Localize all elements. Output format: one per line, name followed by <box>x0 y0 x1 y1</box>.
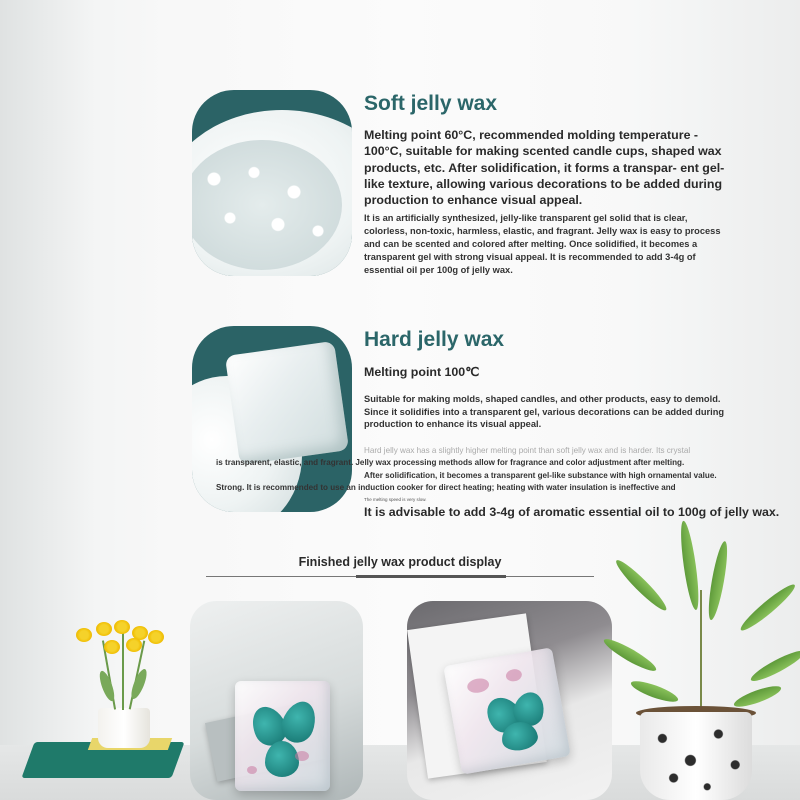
hard-jelly-wax-melting-point: Melting point 100℃ <box>364 365 480 379</box>
pink-speck <box>466 677 490 695</box>
flower-stem <box>122 630 124 710</box>
yellow-flower <box>96 622 112 636</box>
flower-petal <box>277 697 321 747</box>
yellow-flower <box>114 620 130 634</box>
soft-jelly-wax-summary: Melting point 60°C, recommended molding temperature - 100°C, suitable for making scented candle cups, shaped wax products, etc. After solidification, it forms a transpar- ent gel-like texture, allowing various decorations to be added during production to enhance visual appeal. <box>364 128 725 208</box>
hard-jelly-wax-detail-line: Strong. It is recommended to use an induction cooker for direct heating; heating with water insulation is ineffective and <box>216 483 676 492</box>
divider-accent <box>356 575 506 578</box>
hard-jelly-wax-detail-line: After solidification, it becomes a transparent gel-like substance with high ornamental value. <box>364 471 717 480</box>
yellow-flower <box>126 638 142 652</box>
soft-jelly-wax-image <box>192 90 352 276</box>
jelly-wax-cube <box>443 647 570 774</box>
hard-jelly-wax-detail-line: is transparent, elastic, and fragrant. Jelly wax processing methods allow for fragrance and color adjustment after melting. <box>216 458 685 467</box>
hard-jelly-wax-title: Hard jelly wax <box>364 328 505 351</box>
jelly-wax-cube <box>235 681 330 791</box>
product-photo-1 <box>190 601 363 800</box>
yellow-flower <box>148 630 164 644</box>
display-divider <box>206 576 594 577</box>
plant-pot <box>640 712 752 800</box>
wax-block <box>225 341 349 465</box>
flower-petal <box>265 741 299 777</box>
hard-jelly-wax-detail-line: Hard jelly wax has a slightly higher melting point than soft jelly wax and is harder. Its crystal <box>364 446 691 455</box>
essential-oil-recommendation: It is advisable to add 3-4g of aromatic essential oil to 100g of jelly wax. <box>364 505 780 519</box>
flower-pot <box>98 708 150 748</box>
soft-jelly-wax-title: Soft jelly wax <box>364 92 498 115</box>
pink-speck <box>295 751 309 761</box>
hard-jelly-wax-usage: Suitable for making molds, shaped candles, and other products, easy to demold. Since it solidifies into a transparent gel, various decorations can be added during production to enhance its visual appeal. <box>364 394 725 430</box>
melting-speed-note: The melting speed is very slow. <box>364 497 427 502</box>
plant-stem <box>700 590 702 710</box>
pink-speck <box>247 766 257 774</box>
display-section-title: Finished jelly wax product display <box>298 555 502 569</box>
yellow-flower <box>104 640 120 654</box>
yellow-flower <box>76 628 92 642</box>
soft-jelly-wax-detail: It is an artificially synthesized, jelly-like transparent gel solid that is clear, colorless, non-toxic, harmless, elastic, and fragrant. Jelly wax is easy to process and can be scented and colored after melting. Once solidified, it becomes a transparent gel with strong visual appeal. It is recommended to add 3-4g of essential oil per 100g of jelly wax. <box>364 213 721 275</box>
product-photo-2 <box>407 601 612 800</box>
pink-speck <box>505 668 523 683</box>
